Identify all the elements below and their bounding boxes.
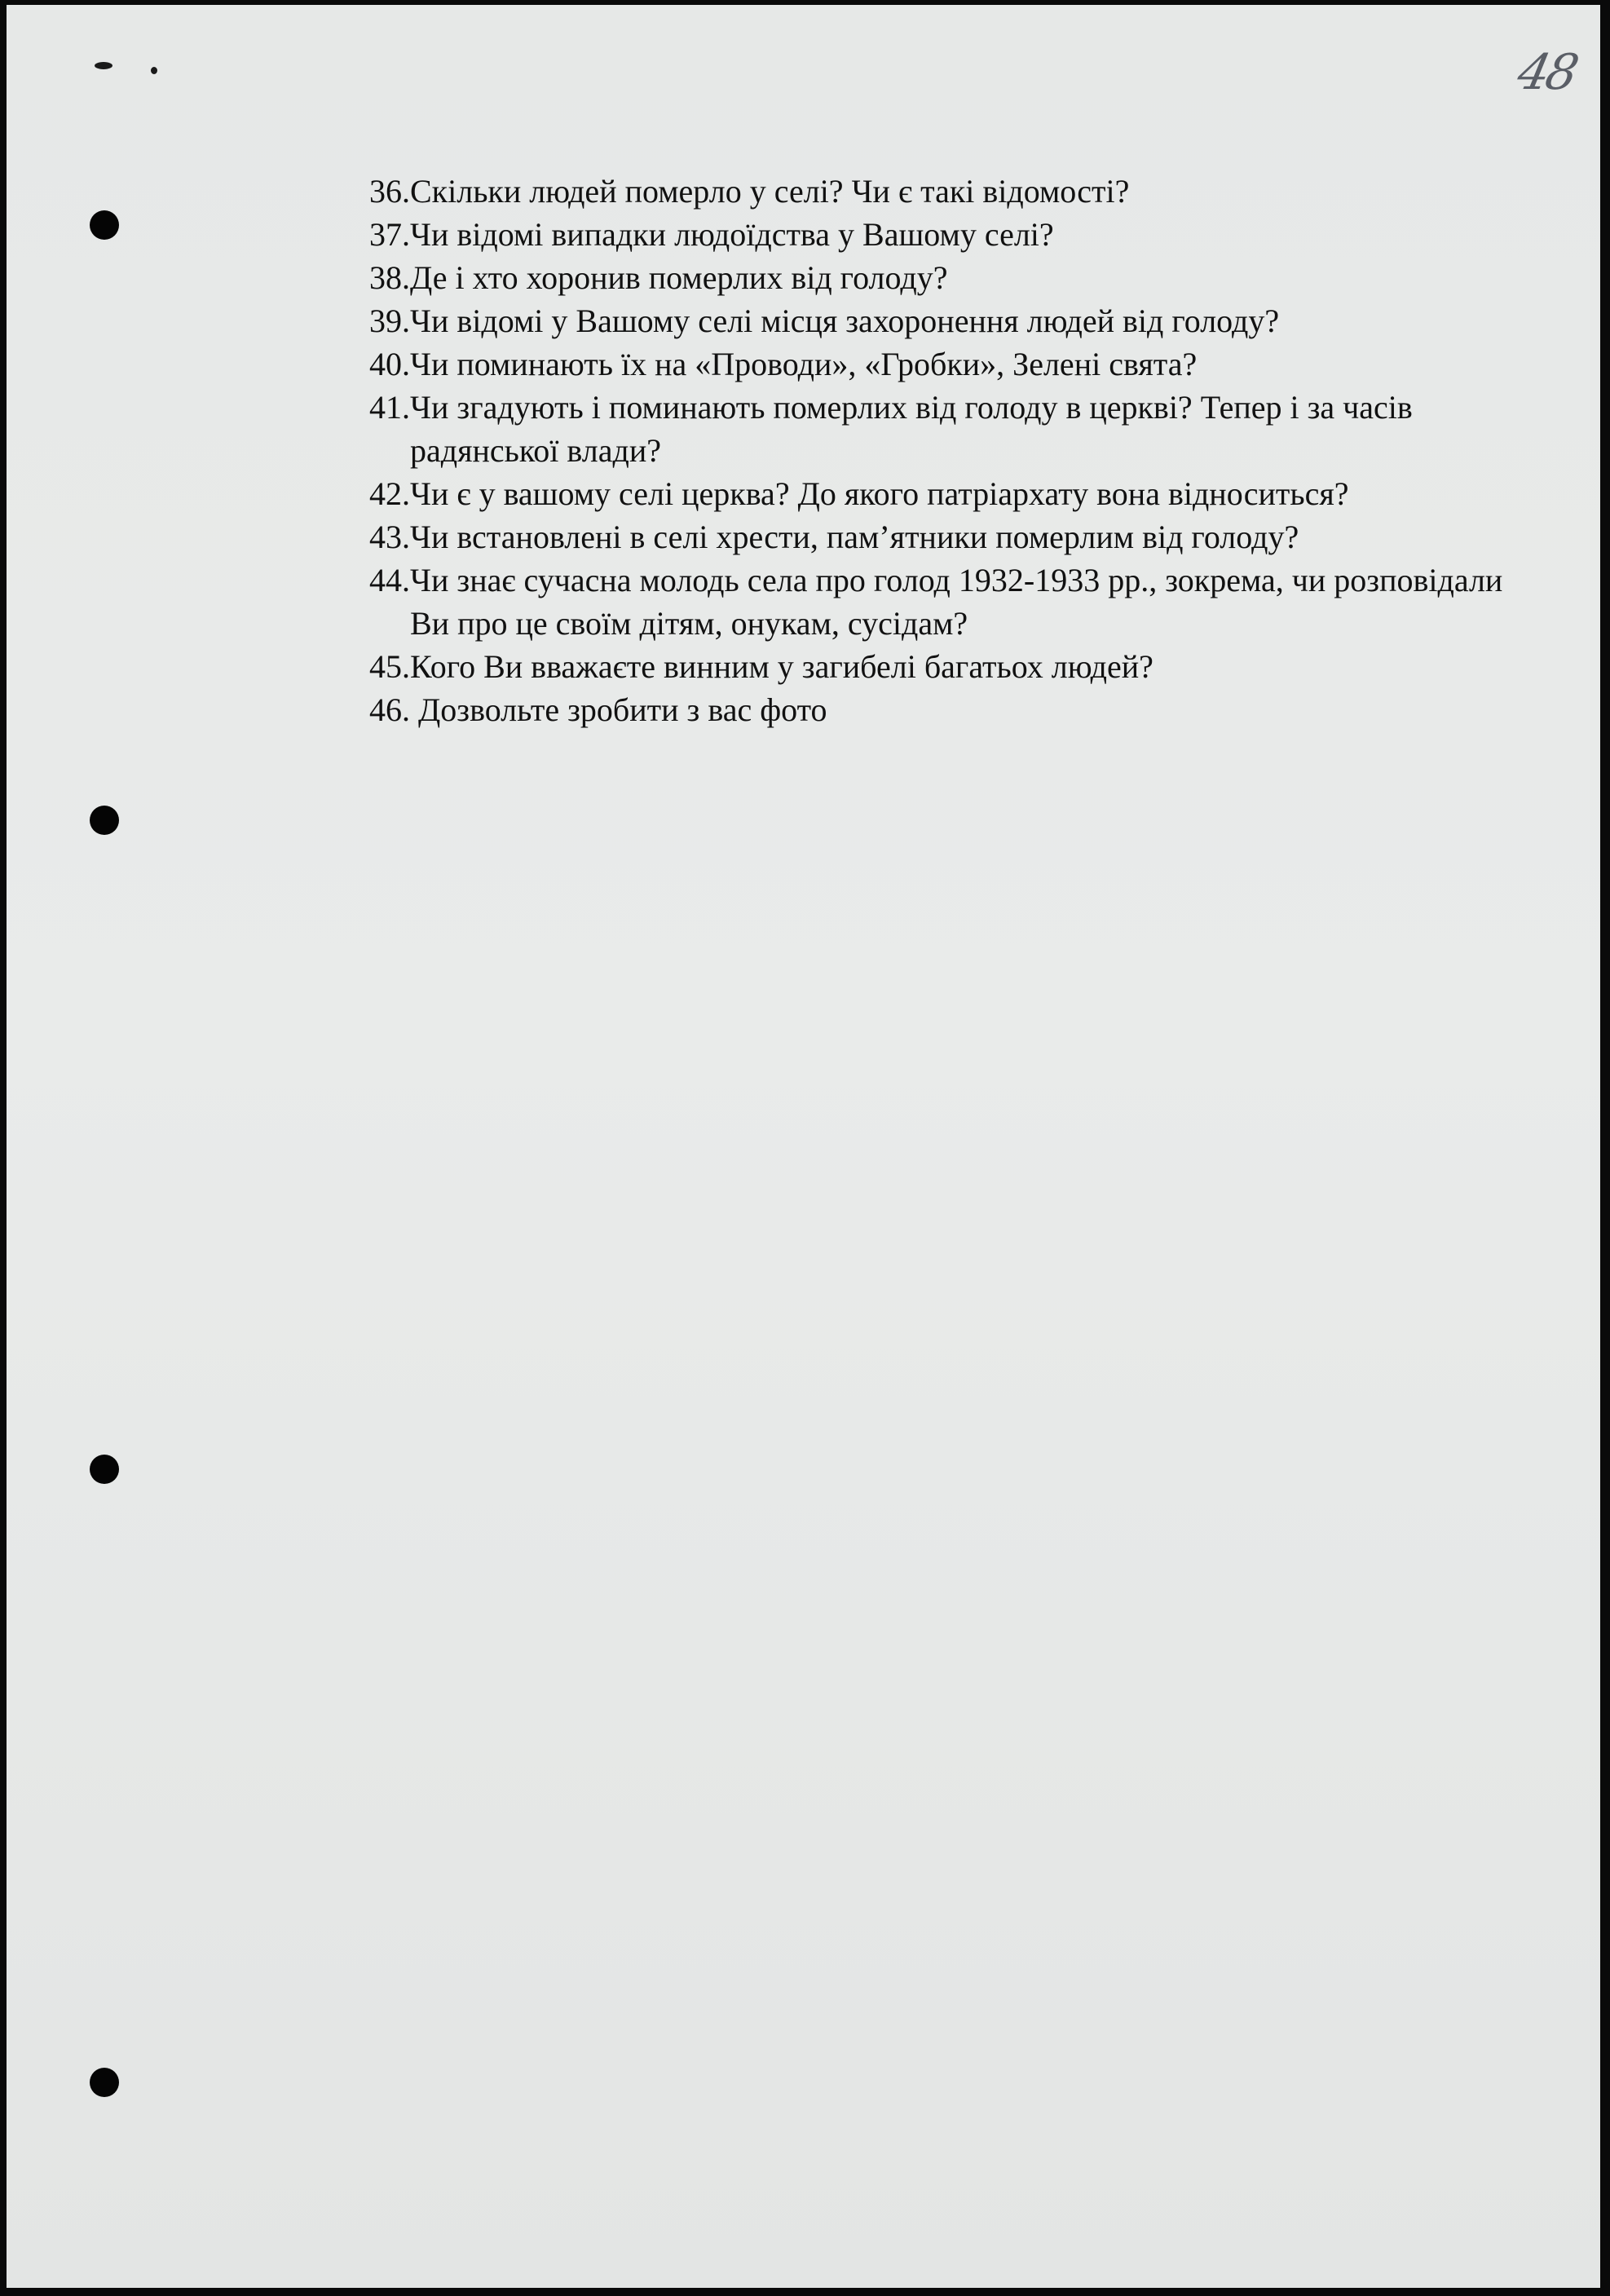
list-item [369, 170, 1527, 213]
question-text: Чи поминають їх на «Проводи», «Гробки», Зелені свята? [410, 346, 1198, 382]
handwritten-page-number: 48 [1512, 44, 1581, 101]
question-number: 36. [369, 173, 410, 210]
punch-hole [90, 210, 119, 240]
question-text: Чи є у вашому селі церква? До якого патріархату вона відноситься? [410, 475, 1349, 512]
list-item [369, 299, 1527, 342]
question-number: 46. [369, 691, 418, 728]
question-text: Чи встановлені в селі хрести, пам’ятники померлим від голоду? [410, 519, 1299, 555]
scan-mark [95, 62, 112, 69]
list-item [369, 559, 1527, 645]
question-text: Чи відомі у Вашому селі місця захоронення людей від голоду? [410, 302, 1280, 339]
punch-hole [90, 2068, 119, 2097]
question-number: 40. [369, 346, 410, 382]
question-number: 45. [369, 648, 410, 685]
question-text: Чи знає сучасна молодь села про голод 1932-1933 рр., зокрема, чи розповідали Ви про це своїм дітям, онукам, сусідам? [410, 562, 1503, 642]
question-text: Скільки людей померло у селі? Чи є такі відомості? [410, 173, 1130, 210]
document-page [7, 5, 1600, 2288]
question-text: Де і хто хоронив померлих від голоду? [410, 259, 948, 296]
punch-hole [90, 1455, 119, 1484]
question-text: Чи відомі випадки людоїдства у Вашому селі? [410, 216, 1054, 253]
list-item [369, 386, 1527, 472]
question-text: Кого Ви вважаєте винним у загибелі багатьох людей? [410, 648, 1153, 685]
question-text: Чи згадують і поминають померлих від голоду в церкві? Тепер і за часів радянської влади? [410, 389, 1413, 469]
list-item [369, 472, 1527, 515]
question-number: 42. [369, 475, 410, 512]
list-item [369, 515, 1527, 559]
question-number: 44. [369, 562, 410, 598]
list-item [369, 213, 1527, 256]
punch-hole [90, 806, 119, 835]
list-item [369, 645, 1527, 688]
scan-mark [151, 67, 157, 74]
question-number: 41. [369, 389, 410, 426]
list-item [369, 342, 1527, 386]
question-text: Дозвольте зробити з вас фото [418, 691, 827, 728]
list-item [369, 256, 1527, 299]
list-item [369, 688, 1527, 731]
question-number: 39. [369, 302, 410, 339]
question-number: 43. [369, 519, 410, 555]
question-number: 37. [369, 216, 410, 253]
question-number: 38. [369, 259, 410, 296]
question-list [369, 170, 1527, 731]
